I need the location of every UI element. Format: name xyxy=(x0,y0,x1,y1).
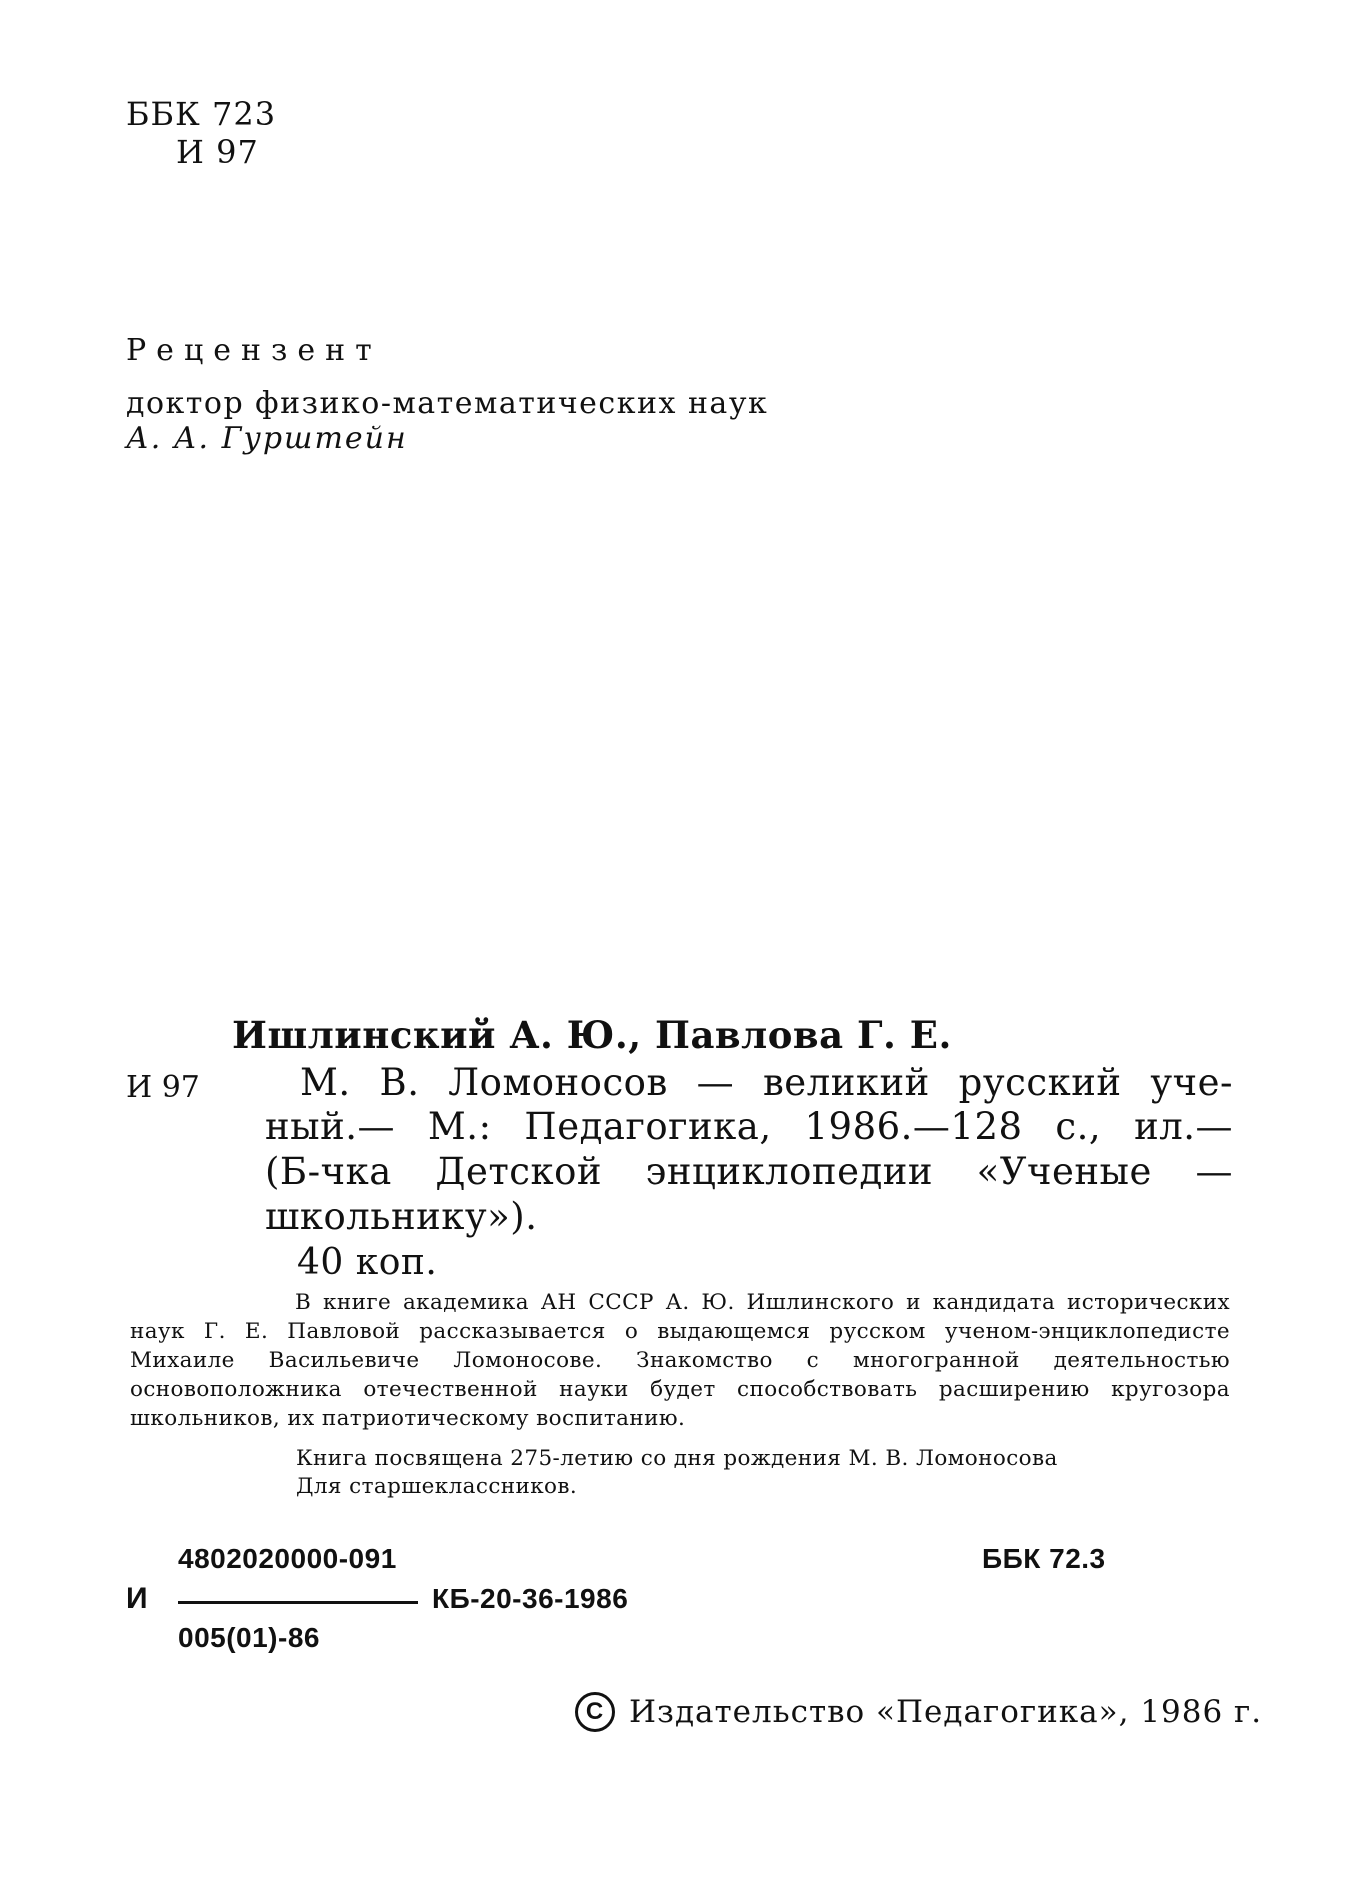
bibliographic-line-4: школьнику»). xyxy=(265,1195,538,1238)
dedication: Книга посвящена 275-летию со дня рождения М. В. Ломоносова xyxy=(296,1446,1058,1471)
fraction-line xyxy=(178,1601,418,1604)
annotation xyxy=(130,1288,1230,1433)
bibliographic-line-2: ный.— М.: Педагогика, 1986.—128 с., ил.— xyxy=(265,1105,1233,1148)
code-numerator: 4802020000-091 xyxy=(178,1543,397,1574)
catalog-index: И 97 xyxy=(126,1070,200,1105)
reviewer-degree: доктор физико-математических наук xyxy=(126,386,769,421)
reviewer-heading: Рецензент xyxy=(126,333,382,368)
reviewer-name: А. А. Гурштейн xyxy=(126,421,408,456)
authors: Ишлинский А. Ю., Павлова Г. Е. xyxy=(232,1013,952,1057)
code-prefix: И xyxy=(126,1582,148,1615)
audience: Для старшеклассников. xyxy=(296,1474,578,1499)
code-denominator: 005(01)-86 xyxy=(178,1622,320,1653)
copyright-text: Издательство «Педагогика», 1986 г. xyxy=(629,1694,1263,1730)
code-bbk: ББК 72.3 xyxy=(982,1543,1106,1574)
bibliographic-line-1: М. В. Ломоносов — великий русский уче- xyxy=(300,1061,1233,1104)
price: 40 коп. xyxy=(297,1242,438,1283)
catalog-index-top: И 97 xyxy=(176,133,259,171)
bbk-classification: ББК 723 xyxy=(126,95,277,133)
annotation-text: В книге академика АН СССР А. Ю. Ишлинского и кандидата исторических наук Г. Е. Павловой рассказывается о выдающемся русском ученом-энциклопедисте Михаиле Васильевиче Ломоносове. Знакомство с многогранной деятельностью основоположника отечественной науки будет способствовать расширению кругозора школьников, их патриотическому воспитанию. xyxy=(130,1290,1230,1431)
code-kb: КБ-20-36-1986 xyxy=(432,1583,629,1614)
bibliographic-line-3: (Б-чка Детской энциклопедии «Ученые — xyxy=(265,1150,1233,1193)
copyright xyxy=(575,1692,1262,1732)
copyright-icon: C xyxy=(575,1692,615,1732)
